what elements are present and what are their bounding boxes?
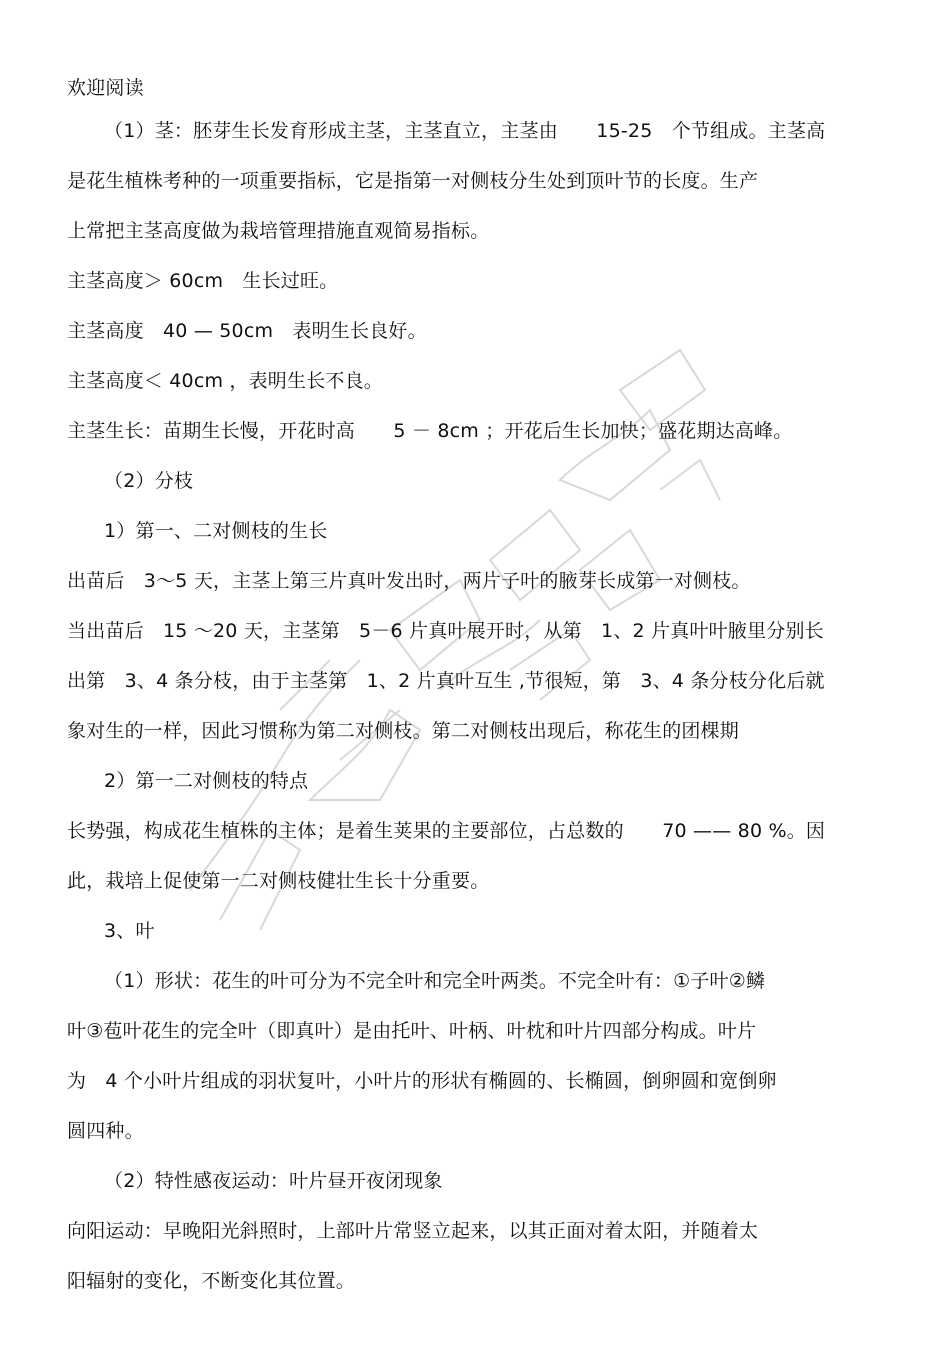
paragraph-line: 是花生植株考种的一项重要指标，它是指第一对侧枝分生处到顶叶节的长度。生产 (67, 170, 759, 192)
paragraph-line: （1）形状：花生的叶可分为不完全叶和完全叶两类。不完全叶有：①子叶②鳞 (104, 970, 766, 992)
paragraph-line: 叶③苞叶花生的完全叶（即真叶）是由托叶、叶柄、叶枕和叶片四部分构成。叶片 (67, 1020, 757, 1042)
paragraph-line: 主茎高度 40 — 50cm 表明生长良好。 (67, 320, 427, 342)
paragraph-line: 主茎高度＜ 40cm ，表明生长不良。 (67, 370, 384, 392)
paragraph-line: （1）茎：胚芽生长发育形成主茎，主茎直立，主茎由 15-25 个节组成。主茎高 (104, 120, 826, 142)
paragraph-line: 为 4 个小叶片组成的羽状复叶，小叶片的形状有椭圆的、长椭圆，倒卵圆和宽倒卵 (67, 1070, 777, 1092)
paragraph-line: 阳辐射的变化，不断变化其位置。 (67, 1270, 356, 1292)
paragraph-line: 出第 3、4 条分枝，由于主茎第 1、2 片真叶互生 ,节很短，第 3、4 条分枝分化后就 (67, 670, 825, 692)
paragraph-line: 向阳运动：早晚阳光斜照时，上部叶片常竖立起来，以其正面对着太阳，并随着太 (67, 1220, 759, 1242)
paragraph-line: 出苗后 3～5 天，主茎上第三片真叶发出时，两片子叶的腋芽长成第一对侧枝。 (67, 570, 751, 592)
paragraph-line: 此，栽培上促使第一二对侧枝健壮生长十分重要。 (67, 870, 490, 892)
paragraph-line: 长势强，构成花生植株的主体；是着生荚果的主要部位，占总数的 70 —— 80 %。因 (67, 820, 826, 842)
section-heading: （2）分枝 (104, 470, 194, 492)
paragraph-line: （2）特性感夜运动：叶片昼开夜闭现象 (104, 1170, 443, 1192)
page-header: 欢迎阅读 (67, 77, 144, 99)
subsection-heading: 2）第一二对侧枝的特点 (104, 770, 309, 792)
paragraph-line: 当出苗后 15 ～20 天，主茎第 5－6 片真叶展开时，从第 1、2 片真叶叶腋里分别长 (67, 620, 824, 642)
subsection-heading: 1）第一、二对侧枝的生长 (104, 520, 328, 542)
section-heading: 3、叶 (104, 920, 155, 942)
paragraph-line: 象对生的一样，因此习惯称为第二对侧枝。第二对侧枝出现后，称花生的团棵期 (67, 720, 740, 742)
paragraph-line: 上常把主茎高度做为栽培管理措施直观简易指标。 (67, 220, 490, 242)
paragraph-line: 主茎高度＞ 60cm 生长过旺。 (67, 270, 339, 292)
paragraph-line: 主茎生长：苗期生长慢，开花时高 5 － 8cm ；开花后生长加快；盛花期达高峰。 (67, 420, 793, 442)
paragraph-line: 圆四种。 (67, 1120, 144, 1142)
